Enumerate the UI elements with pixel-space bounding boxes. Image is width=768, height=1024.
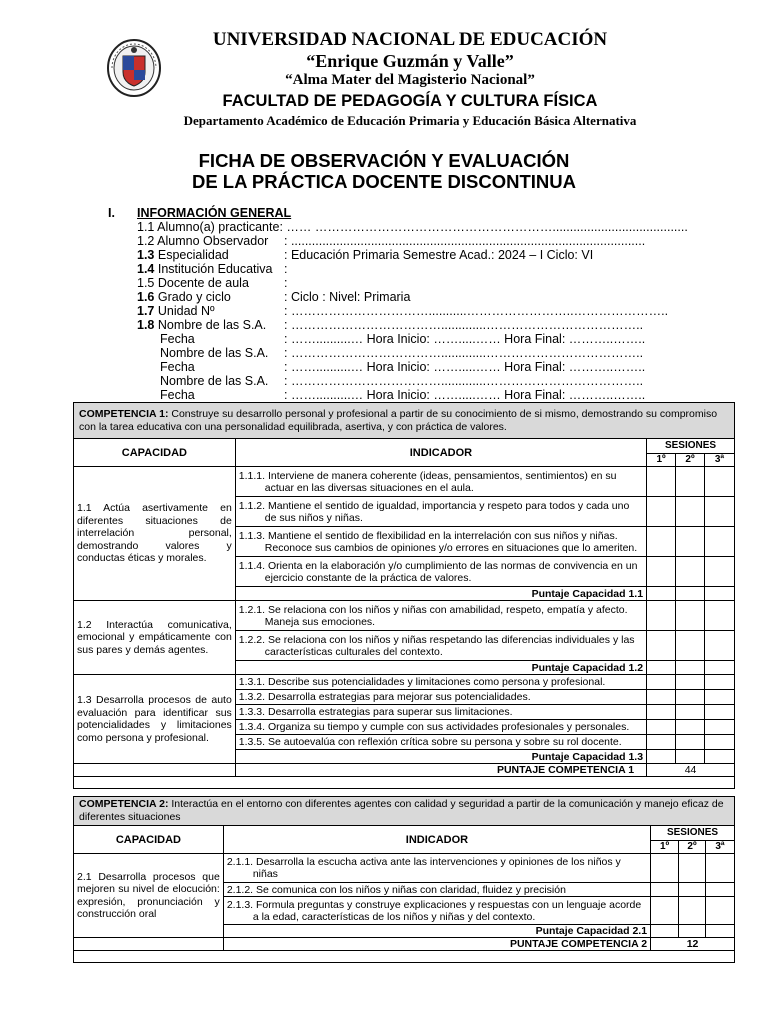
fecha3-value: : ……..........… Hora Inicio: …….....…… Hora Final: ………..…….. xyxy=(284,388,646,402)
score-cell[interactable] xyxy=(676,467,705,497)
score-cell[interactable] xyxy=(676,675,705,690)
docente-value: : xyxy=(284,276,288,290)
department-name: Departamento Académico de Educación Primaria y Educación Básica Alternativa xyxy=(183,113,637,128)
indicador-2-1-2: 2.1.2. Se comunica con los niños y niñas con claridad, fluidez y precisión xyxy=(223,883,650,897)
especialidad-value: : Educación Primaria Semestre Acad.: 2024 – I Ciclo: VI xyxy=(284,248,594,262)
score-cell[interactable] xyxy=(679,854,706,883)
score-cell[interactable] xyxy=(676,497,705,527)
competencia-2-table xyxy=(73,796,735,963)
empty-cell xyxy=(74,764,236,777)
score-cell[interactable] xyxy=(676,705,705,720)
indicador-1-1-2: 1.1.2. Mantiene el sentido de igualdad, importancia y respeto para todos y cada uno de sus niños y niñas. xyxy=(235,497,646,527)
score-cell[interactable] xyxy=(647,587,676,601)
score-cell[interactable] xyxy=(676,631,705,661)
fecha-value: : ……..........… Hora Inicio: …….....…… Hora Final: ………..…….. xyxy=(284,332,646,346)
nombre-sa3-label: Nombre de las S.A. xyxy=(160,374,269,388)
score-cell[interactable] xyxy=(676,735,705,750)
indicador-2-1-3: 2.1.3. Formula preguntas y construye explicaciones y respuestas con un lenguaje acorde a la edad, características de los niños y niñas y del contexto. xyxy=(223,897,650,925)
score-cell[interactable] xyxy=(706,883,735,897)
puntaje-competencia-1-value: 44 xyxy=(647,764,735,777)
institucion-label: 1.4 Institución Educativa xyxy=(137,262,273,276)
unidad-label: 1.7 Unidad Nº xyxy=(137,304,215,318)
indicador-1-3-2: 1.3.2. Desarrolla estrategias para mejorar sus potencialidades. xyxy=(235,690,646,705)
indicador-1-3-5: 1.3.5. Se autoevalúa con reflexión crítica sobre su persona y sobre su rol docente. xyxy=(235,735,646,750)
score-cell[interactable] xyxy=(647,661,676,675)
sesiones-col-header-2: SESIONES xyxy=(651,826,735,841)
score-cell[interactable] xyxy=(676,527,705,557)
indicador-1-2-1: 1.2.1. Se relaciona con los niños y niñas con amabilidad, respeto, empatía y afecto. Maneja sus emociones. xyxy=(235,601,646,631)
indicador-1-2-2: 1.2.2. Se relaciona con los niños y niñas respetando las diferencias individuales y las características culturales del contexto. xyxy=(235,631,646,661)
score-cell[interactable] xyxy=(705,750,735,764)
score-cell[interactable] xyxy=(679,925,706,938)
indicador-1-3-4: 1.3.4. Organiza su tiempo y cumple con sus actividades profesionales y personales. xyxy=(235,720,646,735)
institucion-value: : xyxy=(284,262,288,276)
sesion-2-header: 2º xyxy=(676,454,705,467)
score-cell[interactable] xyxy=(676,557,705,587)
score-cell[interactable] xyxy=(679,897,706,925)
faculty-name: FACULTAD DE PEDAGOGÍA Y CULTURA FÍSICA xyxy=(222,92,598,110)
university-name: UNIVERSIDAD NACIONAL DE EDUCACIÓN xyxy=(212,29,608,50)
score-cell[interactable] xyxy=(705,661,735,675)
score-cell[interactable] xyxy=(651,897,679,925)
spacer-row xyxy=(74,951,735,963)
score-cell[interactable] xyxy=(705,690,735,705)
score-cell[interactable] xyxy=(647,750,676,764)
sa-value: : ……………………………….............……………………………….. xyxy=(284,318,644,332)
especialidad-label: 1.3 Especialidad xyxy=(137,248,229,262)
grado-label: 1.6 Grado y ciclo xyxy=(137,290,231,304)
observador-value: : ...................................................................................................... xyxy=(284,234,646,248)
score-cell[interactable] xyxy=(651,883,679,897)
score-cell[interactable] xyxy=(676,750,705,764)
document-title-line2: DE LA PRÁCTICA DOCENTE DISCONTINUA xyxy=(191,171,577,192)
indicador-1-1-3: 1.1.3. Mantiene el sentido de flexibilidad en la interrelación con sus niños y niñas. Reconoce sus cambios de opiniones y/o errores en situaciones que lo ameriten. xyxy=(235,527,646,557)
sesiones-col-header: SESIONES xyxy=(647,439,735,454)
score-cell[interactable] xyxy=(705,631,735,661)
puntaje-competencia-2-value: 12 xyxy=(651,938,735,951)
score-cell[interactable] xyxy=(647,497,676,527)
fecha-label: Fecha xyxy=(160,332,195,346)
score-cell[interactable] xyxy=(647,735,676,750)
score-cell[interactable] xyxy=(676,690,705,705)
indicador-1-1-1: 1.1.1. Interviene de manera coherente (ideas, pensamientos, sentimientos) en su actuar en las diversas situaciones en el aula. xyxy=(235,467,646,497)
score-cell[interactable] xyxy=(706,854,735,883)
score-cell[interactable] xyxy=(676,720,705,735)
sesion-2-header-2: 2º xyxy=(679,841,706,854)
puntaje-competencia-1-label: PUNTAJE COMPETENCIA 1 xyxy=(235,764,646,777)
score-cell[interactable] xyxy=(647,557,676,587)
score-cell[interactable] xyxy=(647,601,676,631)
score-cell[interactable] xyxy=(647,527,676,557)
grado-value: : Ciclo : Nivel: Primaria xyxy=(284,290,411,304)
observador-label: 1.2 Alumno Observador xyxy=(137,234,269,248)
score-cell[interactable] xyxy=(679,883,706,897)
nombre-sa-value: : ……………………………….............……………………………….. xyxy=(284,346,644,360)
indicador-1-3-3: 1.3.3. Desarrolla estrategias para superar sus limitaciones. xyxy=(235,705,646,720)
competencia-2-header: COMPETENCIA 2: Interactúa en el entorno con diferentes agentes con calidad y seguridad a partir de la comunicación y manejo eficaz de diferentes situaciones xyxy=(74,797,735,826)
capacidad-2-1: 2.1 Desarrolla procesos que mejoren su nivel de elocución: expresión, pronunciación y construcción oral xyxy=(74,854,224,938)
section-number: I. xyxy=(108,206,115,220)
indicador-1-3-1: 1.3.1. Describe sus potencialidades y limitaciones como persona y profesional. xyxy=(235,675,646,690)
alumno-label: 1.1 Alumno(a) practicante: xyxy=(137,220,283,234)
score-cell[interactable] xyxy=(651,925,679,938)
info-row-alumno xyxy=(137,220,688,234)
puntaje-capacidad-1-3: Puntaje Capacidad 1.3 xyxy=(235,750,646,764)
fecha3-label: Fecha xyxy=(160,388,195,402)
puntaje-capacidad-2-1: Puntaje Capacidad 2.1 xyxy=(223,925,650,938)
score-cell[interactable] xyxy=(647,720,676,735)
score-cell[interactable] xyxy=(647,467,676,497)
sesion-3-header-2: 3ª xyxy=(706,841,735,854)
indicador-col-header-2: INDICADOR xyxy=(223,826,650,854)
document-title-line1: FICHA DE OBSERVACIÓN Y EVALUACIÓN xyxy=(198,150,570,171)
score-cell[interactable] xyxy=(705,735,735,750)
puntaje-competencia-2-label: PUNTAJE COMPETENCIA 2 xyxy=(223,938,650,951)
score-cell[interactable] xyxy=(705,497,735,527)
score-cell[interactable] xyxy=(647,690,676,705)
score-cell[interactable] xyxy=(706,925,735,938)
university-honoree: “Enrique Guzmán y Valle” xyxy=(306,51,514,71)
score-cell[interactable] xyxy=(705,675,735,690)
capacidad-col-header: CAPACIDAD xyxy=(74,439,236,467)
capacidad-1-1: 1.1 Actúa asertivamente en diferentes situaciones de interrelación personal, demostrando valores y conductas éticas y morales. xyxy=(74,467,236,601)
score-cell[interactable] xyxy=(705,601,735,631)
indicador-2-1-1: 2.1.1. Desarrolla la escucha activa ante las intervenciones y opiniones de los niños y niñas xyxy=(223,854,650,883)
puntaje-capacidad-1-2: Puntaje Capacidad 1.2 xyxy=(235,661,646,675)
competencia-1-table xyxy=(73,402,735,789)
score-cell[interactable] xyxy=(647,631,676,661)
score-cell[interactable] xyxy=(705,587,735,601)
sa-label: 1.8 Nombre de las S.A. xyxy=(137,318,267,332)
score-cell[interactable] xyxy=(705,527,735,557)
score-cell[interactable] xyxy=(705,720,735,735)
fecha2-label: Fecha xyxy=(160,360,195,374)
capacidad-1-2: 1.2 Interactúa comunicativa, emocional y empáticamente con sus pares y demás agentes. xyxy=(74,601,236,675)
sesion-1-header: 1º xyxy=(647,454,676,467)
competencia-1-header: COMPETENCIA 1: Construye su desarrollo personal y profesional a partir de su conocimiento de si mismo, demostrando su compromiso con la tarea educativa con una personalidad equilibrada, asertiva, y con práctica de valores. xyxy=(74,403,735,439)
unidad-value: : ……………………………...........……………………..………………….. xyxy=(284,304,669,318)
score-cell[interactable] xyxy=(706,897,735,925)
sesion-3-header: 3ª xyxy=(705,454,735,467)
score-cell[interactable] xyxy=(676,661,705,675)
score-cell[interactable] xyxy=(676,601,705,631)
nombre-sa-label: Nombre de las S.A. xyxy=(160,346,269,360)
score-cell[interactable] xyxy=(676,587,705,601)
section-title: INFORMACIÓN GENERAL xyxy=(137,206,292,220)
score-cell[interactable] xyxy=(705,557,735,587)
capacidad-col-header-2: CAPACIDAD xyxy=(74,826,224,854)
puntaje-capacidad-1-1: Puntaje Capacidad 1.1 xyxy=(235,587,646,601)
sesion-1-header-2: 1º xyxy=(651,841,679,854)
score-cell[interactable] xyxy=(705,705,735,720)
nombre-sa3-value: : ……………………………….............……………………………….. xyxy=(284,374,644,388)
empty-cell xyxy=(74,938,224,951)
university-motto: “Alma Mater del Magisterio Nacional” xyxy=(285,72,535,88)
docente-label: 1.5 Docente de aula xyxy=(137,276,249,290)
spacer-row xyxy=(74,777,735,789)
indicador-col-header: INDICADOR xyxy=(235,439,646,467)
score-cell[interactable] xyxy=(651,854,679,883)
fecha2-value: : ……..........… Hora Inicio: …….....…… Hora Final: ………..…….. xyxy=(284,360,646,374)
alumno-value: …… …………………………………………………....................................... xyxy=(282,220,688,234)
capacidad-1-3: 1.3 Desarrolla procesos de auto evaluación para identificar sus potencialidades y limitaciones como persona y profesional. xyxy=(74,675,236,764)
score-cell[interactable] xyxy=(705,467,735,497)
score-cell[interactable] xyxy=(647,675,676,690)
indicador-1-1-4: 1.1.4. Orienta en la elaboración y/o cumplimiento de las normas de convivencia en un ejercicio constante de la práctica de valores. xyxy=(235,557,646,587)
score-cell[interactable] xyxy=(647,705,676,720)
